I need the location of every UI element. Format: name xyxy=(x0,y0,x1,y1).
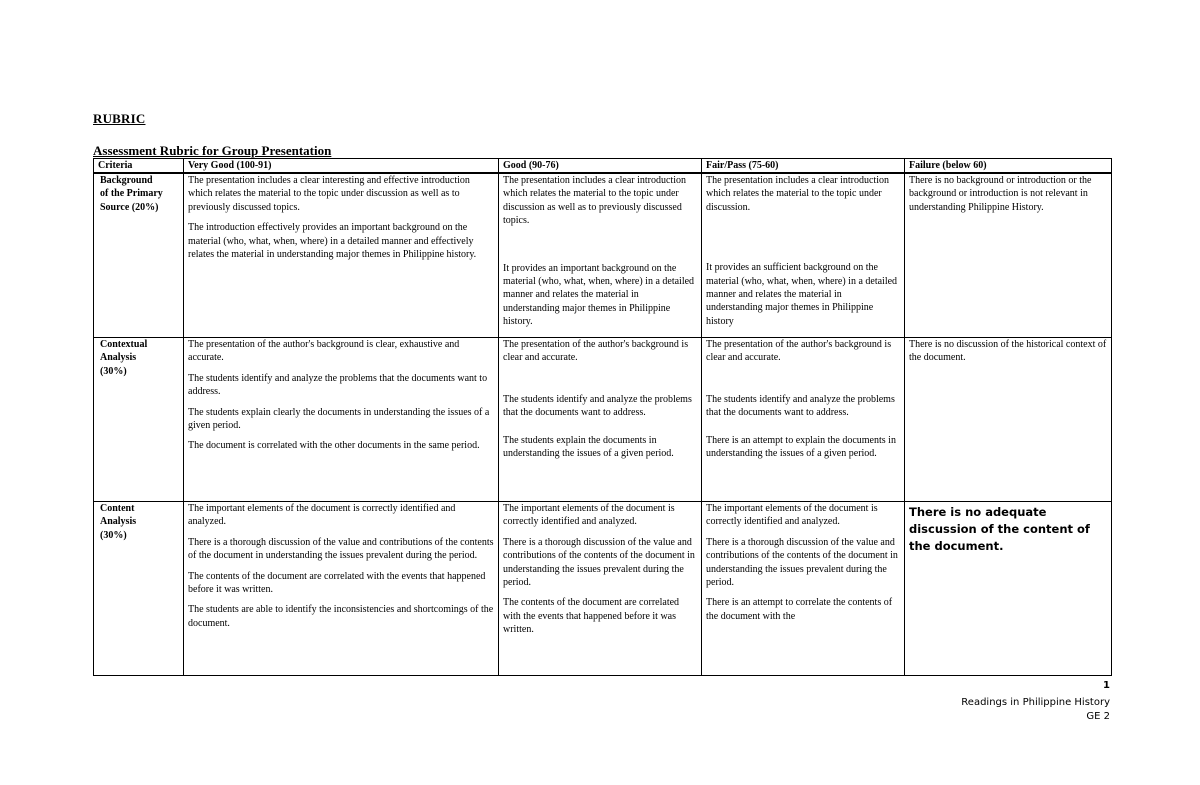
course-title: Readings in Philippine History xyxy=(961,697,1110,708)
header-fair-pass: Fair/Pass (75-60) xyxy=(702,159,905,174)
failure-cell xyxy=(905,338,1112,502)
descriptor-text: The presentation includes a clear interesting and effective introduction which relates the material to the topic under discussion as well as to previously discussed topics. xyxy=(188,175,470,213)
descriptor-text: The introduction effectively provides an important background on the material (who, what, when, where) in a detailed manner and effectively relates the material in understanding major themes in Philippine history. xyxy=(188,222,477,261)
very-good-cell xyxy=(184,502,499,676)
descriptor-text: There is an attempt to correlate the contents of the document with the xyxy=(706,597,893,622)
descriptor-text: The students explain the documents in understanding the issues of a given period. xyxy=(503,434,674,460)
criteria-line: of the Primary xyxy=(100,188,163,200)
descriptor-text: The students are able to identify the inconsistencies and shortcomings of the document. xyxy=(188,604,494,629)
descriptor-text: There is a thorough discussion of the value and contributions of the contents of the document in understanding the issues prevalent during the period. xyxy=(188,536,494,562)
criteria-line: (30%) xyxy=(100,529,127,541)
fair-cell xyxy=(702,173,905,338)
descriptor-text: The document is correlated with the other documents in the same period. xyxy=(188,440,480,452)
table-row xyxy=(94,173,1112,338)
descriptor-text: The presentation includes a clear introduction which relates the material to the topic under discussion as well as to previously discussed topics. xyxy=(503,175,686,227)
criteria-line: Analysis xyxy=(100,352,137,364)
fair-cell xyxy=(702,502,905,676)
descriptor-text: The contents of the document are correlated with the events that happened before it was written. xyxy=(503,597,680,636)
rubric-table xyxy=(93,158,1112,676)
descriptor-text: The students explain clearly the documents in understanding the issues of a given period. xyxy=(188,406,490,432)
descriptor-text: There is a thorough discussion of the value and contributions of the contents of the document in understanding the issues prevalent during the period. xyxy=(503,536,695,589)
descriptor-text: There is a thorough discussion of the value and contributions of the contents of the document in understanding the issues prevalent during the period. xyxy=(706,536,898,589)
good-cell xyxy=(499,502,702,676)
very-good-cell xyxy=(184,338,499,502)
course-code: GE 2 xyxy=(1086,711,1110,722)
criteria-cell xyxy=(94,173,184,338)
descriptor-text: The contents of the document are correlated with the events that happened before it was written. xyxy=(188,570,486,596)
header-good: Good (90-76) xyxy=(499,159,702,174)
descriptor-text: The presentation of the author's background is clear, exhaustive and accurate. xyxy=(188,339,460,364)
descriptor-text: The presentation of the author's background is clear and accurate. xyxy=(706,339,892,364)
page-number: 1 xyxy=(1103,680,1110,691)
header-row xyxy=(94,159,1112,174)
descriptor-text: It provides an sufficient background on the material (who, what, when, where) in a detailed manner and relates the material in understanding major themes in Philippine history xyxy=(706,262,898,327)
header-very-good: Very Good (100-91) xyxy=(184,159,499,174)
criteria-line: (30%) xyxy=(100,365,127,377)
descriptor-text: There is no background or introduction or the background or introduction is not relevant in understanding Philippine History. xyxy=(909,175,1092,213)
descriptor-text: The important elements of the document is correctly identified and analyzed. xyxy=(706,503,878,528)
criteria-cell xyxy=(94,338,184,502)
descriptor-text: There is no adequate discussion of the content of the document. xyxy=(909,505,1090,553)
document-title: RUBRIC xyxy=(93,111,146,126)
rubric-subtitle: Assessment Rubric for Group Presentation xyxy=(93,143,332,158)
table-row xyxy=(94,338,1112,502)
criteria-cell xyxy=(94,502,184,676)
descriptor-text: The students identify and analyze the problems that the documents want to address. xyxy=(188,372,488,398)
header-criteria: Criteria xyxy=(94,159,184,174)
descriptor-text: The presentation includes a clear introduction which relates the material to the topic under discussion. xyxy=(706,175,889,213)
descriptor-text: It provides an important background on the material (who, what, when, where) in a detailed manner and relates the material in understanding major themes in Philippine history. xyxy=(503,262,695,328)
descriptor-text: The important elements of the document is correctly identified and analyzed. xyxy=(188,503,456,528)
failure-cell xyxy=(905,502,1112,676)
descriptor-text: The presentation of the author's background is clear and accurate. xyxy=(503,339,689,364)
descriptor-text: The important elements of the document is correctly identified and analyzed. xyxy=(503,503,675,528)
table-row xyxy=(94,502,1112,676)
fair-cell xyxy=(702,338,905,502)
header-failure: Failure (below 60) xyxy=(905,159,1112,174)
descriptor-text: There is an attempt to explain the documents in understanding the issues of a given period. xyxy=(706,434,896,460)
criteria-line: Background xyxy=(100,175,153,186)
failure-cell xyxy=(905,173,1112,338)
very-good-cell xyxy=(184,173,499,338)
criteria-line: Content xyxy=(100,503,135,514)
criteria-line: Analysis xyxy=(100,516,137,528)
criteria-line: Source (20%) xyxy=(100,201,159,213)
good-cell xyxy=(499,173,702,338)
descriptor-text: The students identify and analyze the problems that the documents want to address. xyxy=(503,393,692,419)
good-cell xyxy=(499,338,702,502)
descriptor-text: The students identify and analyze the problems that the documents want to address. xyxy=(706,393,895,419)
descriptor-text: There is no discussion of the historical context of the document. xyxy=(909,339,1107,364)
criteria-line: Contextual xyxy=(100,339,148,350)
